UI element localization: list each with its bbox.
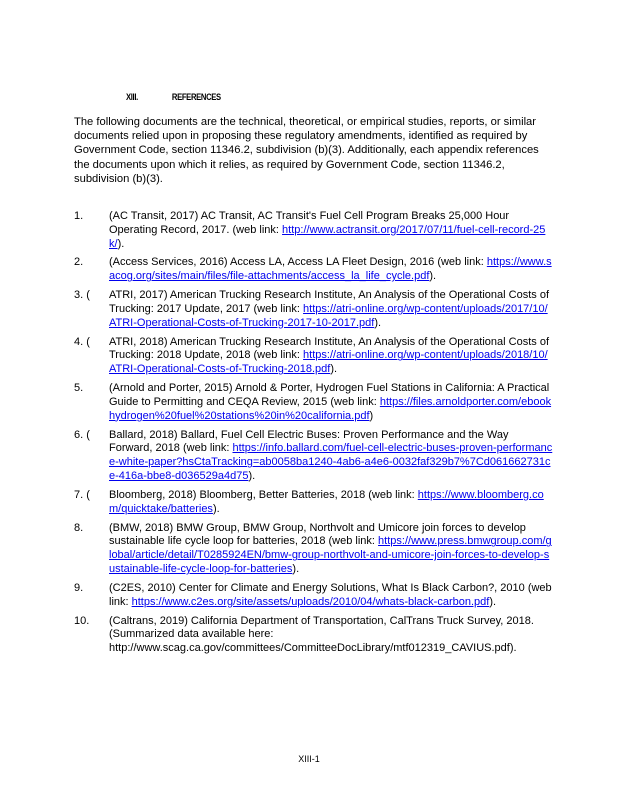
reference-tail: ). [117,237,125,250]
reference-link[interactable]: https://www.sacog.org/sites/main/files/file-attachments/access_la_life_cycle.pdf [109,256,552,283]
reference-item [74,429,554,484]
reference-item [74,522,554,577]
reference-link[interactable]: https://www.bloomberg.com/quicktake/batteries [109,488,544,515]
reference-tail: ). [330,363,338,376]
reference-number: 5. [74,382,84,395]
reference-item [74,289,554,330]
section-heading [126,92,221,102]
reference-tail: ). [429,270,437,283]
reference-link[interactable]: https://www.press.bmwgroup.com/global/article/detail/T0285924EN/bmw-group-northvolt-and-umicore-join-forces-to-develop-sustainable-life-cycle-loop-for-batteries [109,535,552,575]
reference-number: 8. [74,521,84,534]
intro-paragraph: The following documents are the technical, theoretical, or empirical studies, reports, or similar documents relied upon in proposing these regulatory amendments, identified as required by Government Code, section 11346.2, subdivision (b)(3). Additionally, each appendix references the documents upon which it relies, as required by Government Code, section 11346.2, subdivision (b)(3). [74,116,539,185]
reference-link[interactable]: https://files.arnoldporter.com/ebook hydrogen%20fuel%20stations%20in%20california.pdf [109,395,552,422]
reference-item [74,256,554,284]
reference-number: 1. [74,210,84,222]
reference-text: Bloomberg, 2018) Bloomberg, Better Batteries, 2018 (web link: [109,488,418,501]
reference-text: ATRI, 2017) American Trucking Research Institute, An Analysis of the Operational Costs of Trucking: 2017 Update, 2017 (web link: [109,289,550,315]
reference-link[interactable]: http://www.actransit.org/2017/07/11/fuel-cell-record-25k/ [109,223,546,250]
reference-text: (C2ES, 2010) Center for Climate and Energy Solutions, What Is Black Carbon?, 2010 (web link: [109,581,552,608]
reference-link[interactable]: https://www.c2es.org/site/assets/uploads/2010/04/whats-black-carbon.pdf [131,595,490,608]
reference-text: ATRI, 2018) American Trucking Research Institute, An Analysis of the Operational Costs of Trucking: 2018 Update, 2018 (web link: [109,335,550,362]
reference-text: (Caltrans, 2019) California Department of Transportation, CalTrans Truck Survey, 2018. (Summarized data available here: [109,614,534,641]
reference-item [74,382,554,423]
reference-text: (Arnold and Porter, 2015) Arnold & Porter, Hydrogen Fuel Stations in California: A Practical Guide to Permitting and CEQA Review, 2015 (web link: [109,382,550,408]
reference-item [74,615,554,656]
reference-item [74,210,554,251]
reference-text: (Access Services, 2016) Access LA, Access LA Fleet Design, 2016 (web link: [109,256,487,269]
reference-number: 3. ( [74,289,90,302]
reference-number: 10. [74,614,90,627]
reference-item [74,582,554,610]
reference-link[interactable]: https://info.ballard.com/fuel-cell-electric-buses-proven-performance-white-paper?hsCtaTracking=ab0058ba1240-4ab6-a4e6-0032faf329b7%7Cd061662731ce-416a-bbe8-d036529a4d75 [109,442,553,483]
reference-tail: ). [248,470,256,483]
reference-tail: ). [292,562,300,575]
reference-tail: ). [489,595,497,608]
reference-text: (BMW, 2018) BMW Group, BMW Group, Northvolt and Umicore join forces to develop sustainable life cycle loop for batteries, 2018 (web link: [109,521,526,548]
reference-link[interactable]: https://atri-online.org/wp-content/uploads/2017/10/ATRI-Operational-Costs-of-Trucking-2017-10-2017.pdf [109,302,548,329]
reference-tail: ). [212,502,220,515]
reference-number: 7. ( [74,488,90,501]
reference-tail: ) [369,409,374,422]
section-number: XIII. [126,92,138,102]
reference-text: (AC Transit, 2017) AC Transit, AC Transit's Fuel Cell Program Breaks 25,000 Hour Operating Record, 2017. (web link: [109,210,510,236]
reference-item [74,336,554,377]
reference-link[interactable]: https://atri-online.org/wp-content/uploads/2018/10/ATRI-Operational-Costs-of-Trucking-2018.pdf [109,349,548,376]
page-number: XIII-1 [298,754,320,764]
section-title: REFERENCES [171,92,221,102]
reference-tail: http://www.scag.ca.gov/committees/CommitteeDocLibrary/mtf012319_CAVIUS.pdf). [109,642,517,655]
reference-tail: ). [374,316,382,329]
reference-text: Ballard, 2018) Ballard, Fuel Cell Electric Buses: Proven Performance and the Way Forward, 2018 (web link: [109,428,509,455]
reference-list [74,210,554,661]
reference-item [74,489,554,517]
reference-number: 4. ( [74,335,90,348]
reference-number: 9. [74,581,84,594]
reference-number: 2. [74,256,84,269]
reference-number: 6. ( [74,428,90,441]
